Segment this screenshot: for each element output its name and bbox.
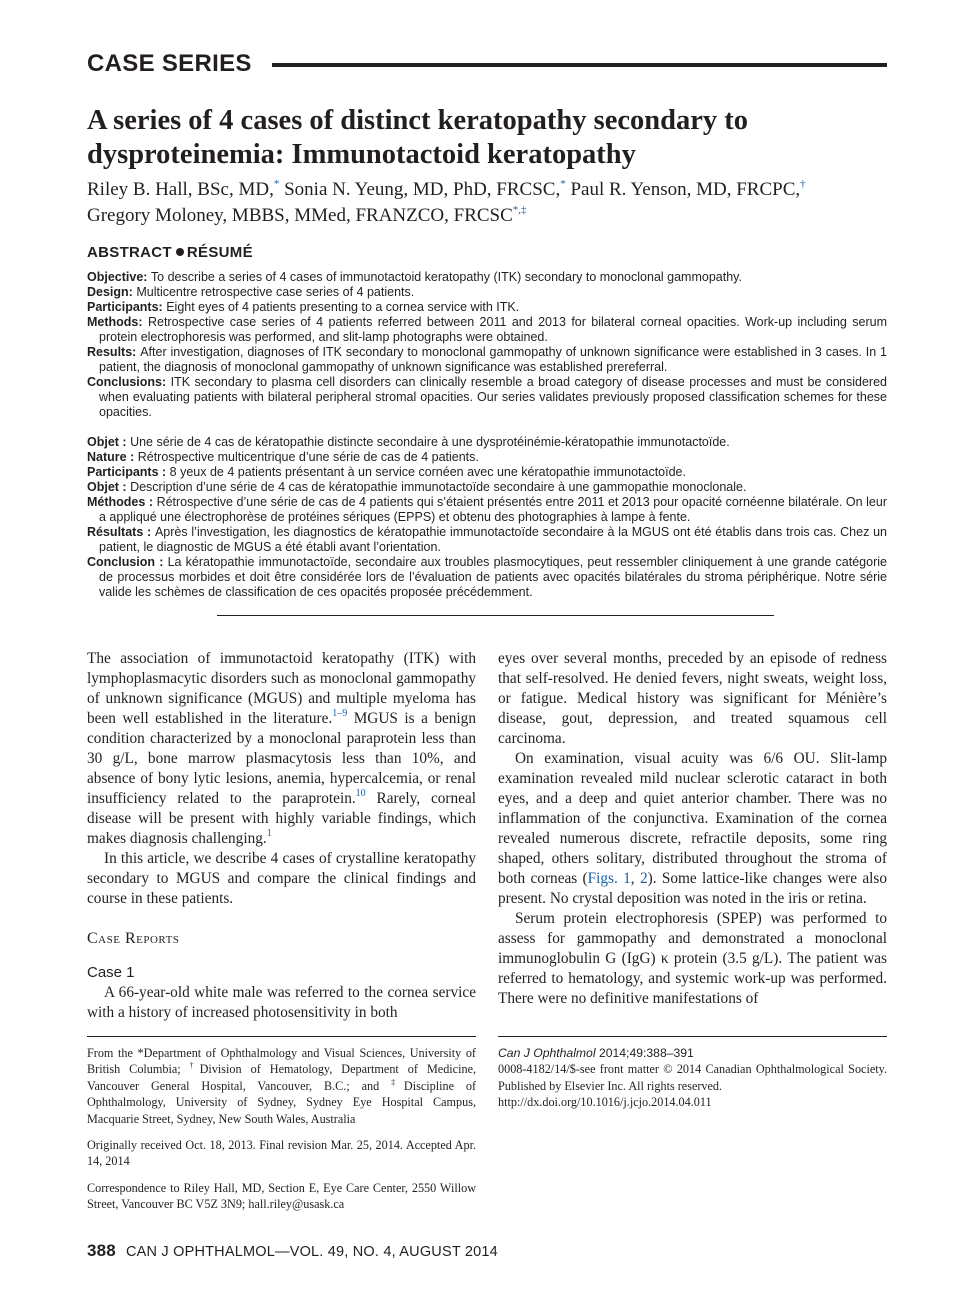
footnote-divider-right — [498, 1036, 887, 1037]
footnotes-right — [498, 1045, 887, 1111]
abstract-item — [87, 465, 887, 480]
reference-link[interactable]: 1–9 — [332, 708, 348, 719]
received-dates: Originally received Oct. 18, 2013. Final revision Mar. 25, 2014. Accepted Apr. 14, 2014 — [87, 1138, 476, 1169]
body-paragraph: In this article, we describe 4 cases of crystalline keratopathy secondary to MGUS and compare the clinical findings and course in these patients. — [87, 850, 476, 907]
section-heading: Case Reports — [87, 930, 180, 947]
abstract-text: Multicentre retrospective case series of 4 patients. — [136, 285, 415, 299]
figure-link[interactable]: Figs. 1 — [587, 870, 631, 887]
body-text: ). Some lattice-like changes were also present. No crystal deposition was noted in the iris or retina. — [498, 870, 887, 907]
abstract-label: Méthodes : — [87, 495, 154, 509]
abstract-heading-en: ABSTRACT — [87, 244, 172, 261]
section-label: CASE SERIES — [87, 50, 252, 77]
abstract-label: Conclusions: — [87, 375, 167, 389]
abstract-text: Une série de 4 cas de kératopathie distincte secondaire à une dysprotéinémie-kératopathie immunotactoïde. — [130, 435, 730, 449]
abstract-text: ITK secondary to plasma cell disorders can clinically resemble a broad category of disease processes and must be considered when evaluating patients with bilateral peripheral stromal opacities. Our series validates previously proposed classification schemes for these opacities. — [99, 375, 887, 419]
body-paragraph: eyes over several months, preceded by an episode of redness that self-resolved. He denied fevers, night sweats, weight loss, or fatigue. Medical history was significant for Ménière’s disease, gout, depression, and treated squamous cell carcinoma. — [498, 650, 887, 747]
author-affiliation-mark[interactable]: * — [560, 178, 566, 190]
abstract-label: Results: — [87, 345, 137, 359]
footnote-text: Division of Hematology, Department of Medicine, Vancouver General Hospital, Vancouver, B.C.; and — [87, 1062, 477, 1093]
figure-link[interactable]: 2 — [639, 870, 648, 887]
body-text: The association of immunotactoid keratopathy (ITK) with lymphoplasmacytic disorders such as monoclonal gammopathy of unknown significance (MGUS) and multiple myeloma has been well established in the literature. — [87, 650, 476, 727]
abstract-item — [87, 450, 887, 465]
author-affiliation-mark[interactable]: † — [800, 178, 806, 190]
body-paragraph: Serum protein electrophoresis (SPEP) was performed to assess for gammopathy and demonstrated a monoclonal immunoglobulin G (IgG) κ protein (3.5 g/L). The patient was referred to hematology, and systemic work-up was performed. There were no definitive manifestations of — [498, 910, 887, 1007]
abstract-text: Eight eyes of 4 patients presenting to a cornea service with ITK. — [166, 300, 520, 314]
abstract-text: Rétrospective multicentrique d’une série de cas de 4 patients. — [137, 450, 479, 464]
abstract-divider — [217, 615, 774, 616]
abstract-text: Retrospective case series of 4 patients referred between 2011 and 2013 for bilateral corneal opacities. Work-up including serum protein electrophoresis was performed, and slit-lamp photographs were obtained. — [99, 315, 887, 344]
journal-info: CAN J OPHTHALMOL—VOL. 49, NO. 4, AUGUST 2014 — [125, 1244, 498, 1260]
abstract-item — [87, 435, 887, 450]
body-paragraph — [498, 749, 887, 909]
abstract-item — [87, 270, 887, 285]
body-text: On examination, visual acuity was 6/6 OU. Slit-lamp examination revealed mild nuclear sclerotic cataract in both eyes, and a deep and quiet anterior chamber. There was no inflammation of the conjunctiva. Examination of the cornea revealed numerous discrete, refractile deposits, some ring shaped, others solitary, distributed throughout the stroma of both corneas ( — [498, 750, 887, 887]
abstract-label: Conclusion : — [87, 555, 164, 569]
footnotes-left — [87, 1045, 476, 1223]
bullet-icon — [176, 248, 184, 256]
abstract-label: Résultats : — [87, 525, 152, 539]
abstract-item — [87, 300, 887, 315]
footnote-text: Discipline of Ophthalmology, University of Sydney, Sydney Eye Hospital Campus, Macquarie Street, Sydney, New South Wales, Australia — [87, 1078, 477, 1126]
abstract-label: Participants: — [87, 300, 163, 314]
footnote-divider-left — [87, 1036, 476, 1037]
body-paragraph — [87, 649, 476, 849]
abstract-item — [87, 345, 887, 375]
author-name: Gregory Moloney, MBBS, MMed, FRANZCO, FRCSC — [87, 204, 513, 226]
correspondence: Correspondence to Riley Hall, MD, Section E, Eye Care Center, 2550 Willow Street, Vancouver BC V5Z 3N9; hall.riley@usask.ca — [87, 1180, 476, 1212]
abstract-french — [87, 435, 887, 600]
subsection-heading: Case 1 — [87, 964, 135, 981]
section-rule — [272, 63, 887, 67]
abstract-label: Design: — [87, 285, 133, 299]
author-list — [87, 177, 897, 228]
affiliation-mark: † — [189, 1061, 200, 1071]
abstract-item — [87, 525, 887, 555]
abstract-item — [87, 555, 887, 600]
author-affiliation-mark[interactable]: * — [273, 178, 280, 190]
author-affiliation-mark[interactable]: *,‡ — [512, 203, 527, 216]
abstract-item — [87, 480, 887, 495]
abstract-text: To describe a series of 4 cases of immunotactoid keratopathy (ITK) secondary to monoclonal gammopathy. — [150, 270, 742, 284]
author-name: Paul R. Yenson, MD, FRCPC, — [570, 179, 801, 200]
abstract-item — [87, 495, 887, 525]
abstract-label: Participants : — [87, 465, 167, 479]
reference-link[interactable]: 10 — [355, 788, 366, 799]
abstract-text: La kératopathie immunotactoïde, secondaire aux troubles plasmocytiques, peut ressembler cliniquement à une grande catégorie de processus morbides et doit être considérée lors de l’évaluation de patients avec opacités bilatérales du stroma périphérique. Notre série valide les schèmes de classification de ces opacités proposée précédemment. — [99, 555, 887, 599]
abstract-label: Objective: — [87, 270, 148, 284]
abstract-label: Methods: — [87, 315, 143, 329]
abstract-english — [87, 270, 887, 420]
page-number: 388 — [87, 1241, 116, 1260]
abstract-heading — [87, 244, 253, 261]
doi-link[interactable]: http://dx.doi.org/10.1016/j.jcjo.2014.04.011 — [498, 1095, 712, 1110]
body-text: , — [630, 870, 640, 887]
journal-cite: 2014;49:388–391 — [595, 1046, 694, 1060]
abstract-label: Objet : — [87, 435, 127, 449]
abstract-heading-fr: RÉSUMÉ — [186, 244, 253, 261]
abstract-label: Nature : — [87, 450, 135, 464]
author-name: Riley B. Hall, BSc, MD, — [87, 179, 274, 200]
journal-name: Can J Ophthalmol — [498, 1046, 596, 1060]
footnote-text: From the *Department of Ophthalmology and Visual Sciences, University of British Columbia; — [87, 1046, 476, 1077]
body-text: MGUS is a benign condition characterized by a monoclonal paraprotein less than 30 g/L, bone marrow plasmacytosis less than 10%, and absence of bony lytic lesions, anemia, hypercalcemia, or renal insufficiency related to the paraprotein. — [87, 710, 476, 807]
body-paragraph: A 66-year-old white male was referred to the cornea service with a history of increased photosensitivity in both — [87, 984, 476, 1021]
page-footer — [87, 1241, 498, 1261]
abstract-item — [87, 285, 887, 300]
abstract-text: 8 yeux de 4 patients présentant à un service cornéen avec une kératopathie immunotactoïde. — [169, 465, 686, 479]
body-column-right — [498, 649, 887, 1009]
body-text: Rarely, corneal disease will be present with highly variable findings, which makes diagnosis challenging. — [87, 790, 476, 847]
abstract-text: After investigation, diagnoses of ITK secondary to monoclonal gammopathy of unknown significance were established in 3 cases. In 1 patient, the diagnosis of monoclonal gammopathy of unknown significance was established prereferral. — [99, 345, 887, 374]
abstract-item — [87, 315, 887, 345]
journal-citation — [498, 1045, 887, 1061]
copyright: 0008-4182/14/$-see front matter © 2014 Canadian Ophthalmological Society. Published by Elsevier Inc. All rights reserved. — [498, 1062, 887, 1093]
article-title: A series of 4 cases of distinct keratopathy secondary to dysproteinemia: Immunotactoid keratopathy — [87, 105, 748, 170]
abstract-text: Après l’investigation, les diagnostics de kératopathie immunotactoïde secondaire à la MGUS ont été établis dans trois cas. Chez un patient, le diagnostic de MGUS a été établi avant l’orientation. — [99, 525, 887, 554]
affiliations — [87, 1045, 476, 1127]
abstract-label: Objet : — [87, 480, 127, 494]
body-column-left — [87, 649, 476, 1023]
reference-link[interactable]: 1 — [266, 828, 272, 839]
abstract-item — [87, 375, 887, 420]
affiliation-mark: ‡ — [391, 1077, 404, 1087]
abstract-text: Description d’une série de 4 cas de kératopathie immunotactoïde secondaire à une gammopathie monoclonale. — [130, 480, 747, 494]
author-name: Sonia N. Yeung, MD, PhD, FRCSC, — [284, 179, 561, 200]
abstract-text: Rétrospective d’une série de cas de 4 patients qui s’étaient présentés entre 2011 et 2013 pour opacité cornéenne bilatérale. On leur a appliqué une électrophorèse de protéines sériques (EPPS) et obtenu des photographies à lampe à fente. — [99, 495, 887, 524]
